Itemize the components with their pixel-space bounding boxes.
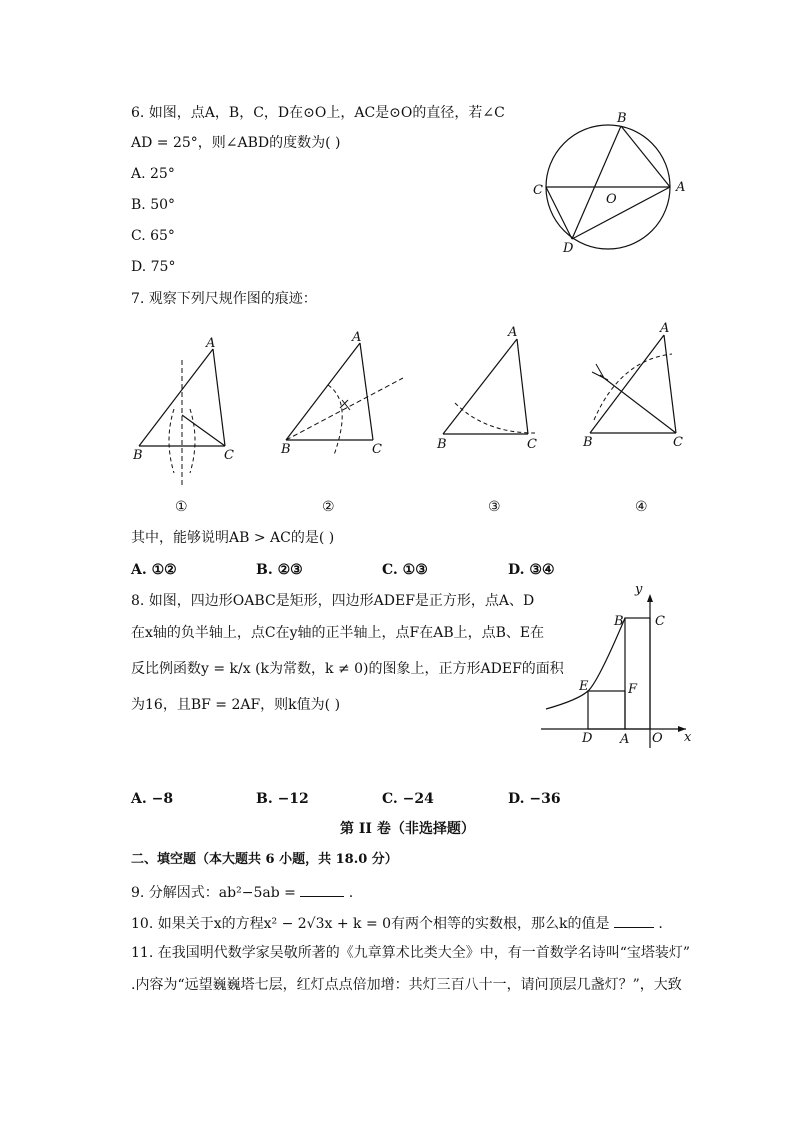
q7-fig2-label-a: A <box>352 330 362 345</box>
q7-option-c: C. ①③ <box>382 562 428 578</box>
q8-label-a: A <box>620 732 630 747</box>
q6-label-b: B <box>617 111 627 126</box>
q10-line <box>131 915 663 931</box>
q6-option-c: C. 65° <box>131 228 175 244</box>
q8-option-b: B. −12 <box>256 791 309 807</box>
q7-question: 其中，能够说明AB > AC的是( ) <box>131 530 335 546</box>
q8-stem-line2: 在x轴的负半轴上，点C在y轴的正半轴上，点F在AB上，点B、E在 <box>131 625 545 641</box>
q8-coordinate-figure <box>538 582 698 750</box>
q8-option-d: D. −36 <box>508 791 561 807</box>
q10-end: . <box>658 916 663 932</box>
section-fill-in-title: 二、填空题（本大题共 6 小题，共 18.0 分） <box>131 852 398 867</box>
q7-fig1-label-a: A <box>206 336 216 351</box>
q8-option-a: A. −8 <box>131 791 174 807</box>
q8-stem-line4: 为16，且BF = 2AF，则k值为( ) <box>131 697 341 713</box>
q6-label-o: O <box>606 192 617 207</box>
q7-fig4-label-b: B <box>583 435 593 450</box>
q6-label-c: C <box>533 183 543 198</box>
q7-fig1-label-b: B <box>133 448 143 463</box>
q6-label-a: A <box>676 180 686 195</box>
q7-caption-4: ④ <box>635 499 648 515</box>
q8-option-c: C. −24 <box>382 791 434 807</box>
q7-fig2-label-c: C <box>372 442 382 457</box>
q7-caption-2: ② <box>322 499 335 515</box>
q7-fig4-label-c: C <box>673 435 683 450</box>
q9-end: . <box>348 885 354 901</box>
q9-text: 9. 分解因式：ab²−5ab = <box>131 885 296 901</box>
q7-option-a: A. ①② <box>131 562 177 578</box>
q10-answer-blank <box>614 915 654 928</box>
q8-stem-line1: 8. 如图，四边形OABC是矩形，四边形ADEF是正方形，点A、D <box>131 593 535 609</box>
q7-figure-1 <box>130 335 250 485</box>
q7-figure-4 <box>580 320 700 455</box>
q8-stem-line3: 反比例函数y = k/x (k为常数，k ≠ 0)的图象上，正方形ADEF的面积 <box>131 661 564 677</box>
q8-label-e: E <box>579 679 589 694</box>
q6-option-a: A. 25° <box>131 166 175 182</box>
q7-fig1-label-c: C <box>224 448 234 463</box>
q9-answer-blank <box>300 884 344 897</box>
q8-label-b: B <box>614 614 624 629</box>
q6-option-d: D. 75° <box>131 259 176 275</box>
q6-label-d: D <box>563 241 574 256</box>
q7-option-b: B. ②③ <box>256 562 303 578</box>
q7-stem: 7. 观察下列尺规作图的痕迹： <box>131 291 317 307</box>
q6-stem-line2: AD = 25°，则∠ABD的度数为( ) <box>131 135 341 151</box>
part2-title: 第 II 卷（非选择题） <box>340 821 475 837</box>
q7-fig3-label-a: A <box>508 325 518 340</box>
q9-line <box>131 884 353 900</box>
q7-option-d: D. ③④ <box>508 562 555 578</box>
q7-figure-3 <box>435 325 555 455</box>
q6-circle-figure <box>530 108 690 258</box>
q8-label-c: C <box>655 614 665 629</box>
q10-text: 10. 如果关于x的方程x² − 2√3x + k = 0有两个相等的实数根，那么k的值是 <box>131 916 610 932</box>
q7-fig4-label-a: A <box>660 321 670 336</box>
q8-label-f: F <box>628 682 638 697</box>
q7-caption-1: ① <box>175 499 188 515</box>
q8-label-x: x <box>684 730 692 745</box>
q11-line2: .内容为“远望巍巍塔七层，红灯点点倍加增：共灯三百八十一，请问顶层几盏灯？”，大致 <box>131 977 682 993</box>
q7-fig3-label-b: B <box>437 437 447 452</box>
q7-figure-2 <box>278 330 408 460</box>
q7-fig2-label-b: B <box>281 442 291 457</box>
q6-option-b: B. 50° <box>131 197 176 213</box>
q11-line1: 11. 在我国明代数学家吴敬所著的《九章算术比类大全》中，有一首数学名诗叫“宝塔装灯” <box>131 945 691 961</box>
q7-fig3-label-c: C <box>527 437 537 452</box>
q8-label-d: D <box>582 731 593 746</box>
q6-stem-line1: 6. 如图，点A，B，C，D在⊙O上，AC是⊙O的直径，若∠C <box>131 105 505 121</box>
q8-label-o: O <box>652 731 663 746</box>
q7-caption-3: ③ <box>488 499 501 515</box>
q8-label-y: y <box>635 582 643 597</box>
